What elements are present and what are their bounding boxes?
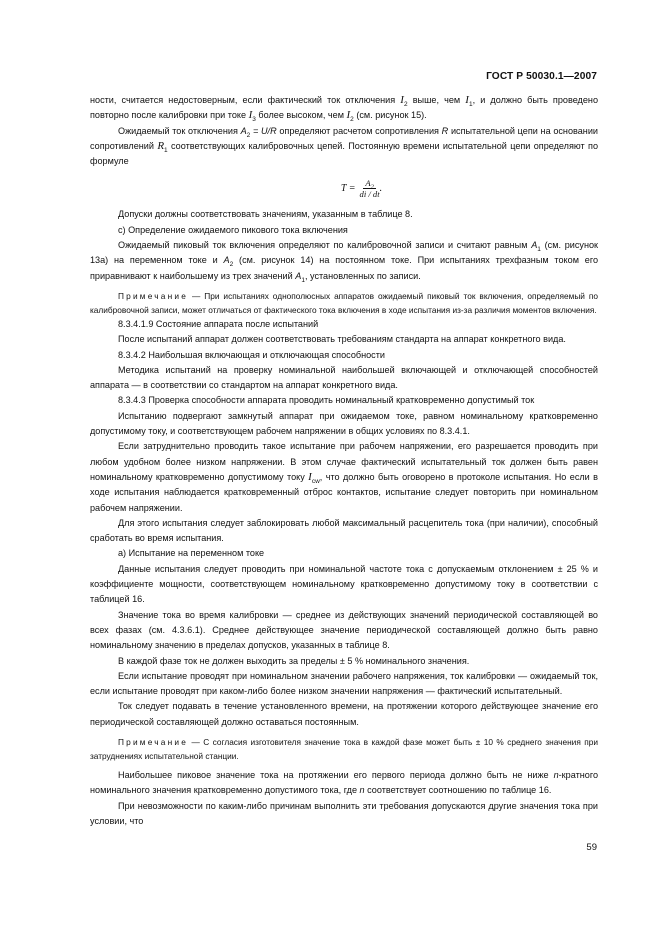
paragraph-1: ности, считается недостоверным, если фактический ток отключения $I_2$ выше, чем $I_1$, и должно быть проведено повторно после калибровки при токе $I_3$ более высоком, чем $I_2$ (см. рисунок 15).: [90, 94, 598, 124]
paragraph-12: Если затруднительно проводить такое испытание при рабочем напряжении, его разрешается проводить при любом удобном более низком напряжении. В этом случае фактический испытательный ток должен быть равен номинальному кратковременно допустимому току $I_{cw}$, что должно быть оговорено в протоколе испытания. Но если в ходе испытания наблюдается кратковременный отброс контактов, испытание следует повторить при номинальном рабочем напряжении.: [90, 441, 598, 513]
paragraph-7: После испытаний аппарат должен соответствовать требованиям стандарта на аппарат конкретного вида.: [118, 334, 566, 345]
page-number: 59: [586, 842, 597, 853]
paragraph-19: Ток следует подавать в течение установленного времени, на протяжении которого действующее значение его периодической составляющей должно оставаться постоянным.: [90, 701, 598, 727]
paragraph-2: Ожидаемый ток отключения $A_2 = U/R$ определяют расчетом сопротивления R испытательной цепи на основании сопротивлений $R_1$ соответствующих калибровочных цепей. Постоянную времени испытательной цепи определяют по формуле: [90, 125, 599, 167]
paragraph-10: 8.3.4.3 Проверка способности аппарата проводить номинальный кратковременно допустимый ток: [118, 395, 535, 406]
paragraph-15: Данные испытания следует проводить при номинальной частоте тока с допускаемым отклонением ± 25 % и коэффициенте мощности, соответствующем номинальному кратковременно допустимому току в соответствии с таблицей 16.: [90, 563, 598, 605]
paragraph-17: В каждой фазе ток не должен выходить за пределы ± 5 % номинального значения.: [118, 655, 470, 666]
paragraph-18: Если испытание проводят при номинальном значении рабочего напряжения, ток калибровки — ожидаемый ток, если испытание проводят при каком-либо более низком значении напряжения — фактический испытательный.: [90, 670, 598, 697]
note-1: Примечание — При испытаниях однополюсных аппаратов ожидаемый пиковый ток включения, определяемый по калибровочной записи, может отличаться от фактического тока включения в ходе испытания из-за различия моментов включения.: [90, 290, 598, 315]
paragraph-21: При невозможности по каким-либо причинам выполнить эти требования допускаются другие значения тока при условии, что: [90, 800, 598, 826]
paragraph-9: Методика испытаний на проверку номинальной наибольшей включающей и отключающей способностей аппарата — в соответствии со стандартом на аппарат конкретного вида.: [90, 364, 598, 391]
paragraph-5: Ожидаемый пиковый ток включения определяют по калибровочной записи и считают равным $A_1$ (см. рисунок 13а) на переменном токе и $A_2$ (см. рисунок 14) на постоянном токе. При испытаниях трехфазным током его приравнивают к наибольшему из трех значений $A_1$, установленных по записи.: [90, 240, 598, 284]
formula-fraction: $\frac{A_2}{di / dt}$: [359, 177, 380, 199]
paragraph-4: c) Определение ожидаемого пикового тока включения: [118, 224, 348, 235]
paragraph-8: 8.3.4.2 Наибольшая включающая и отключающая способности: [118, 349, 385, 360]
time-constant-formula: T = $\frac{A_2}{di / dt}$ .: [340, 177, 383, 199]
paragraph-11: Испытанию подвергают замкнутый аппарат при ожидаемом токе, равном номинальному кратковременно допустимому току, и соответствующем рабочем напряжении в общих условиях по 8.3.4.1.: [90, 410, 598, 437]
note-2: Примечание — С согласия изготовителя значение тока в каждой фазе может быть ± 10 % среднего значения при затруднениях испытательной станции.: [90, 736, 598, 761]
paragraph-6: 8.3.4.1.9 Состояние аппарата после испытаний: [118, 318, 319, 329]
paragraph-20: Наибольшее пиковое значение тока на протяжении его первого периода должно быть не ниже n-кратного номинального значения кратковременно допустимого тока, где n соответствует соотношению по таблице 16.: [90, 769, 598, 796]
paragraph-16: Значение тока во время калибровки — среднее из действующих значений периодической составляющей во всех фазах (см. 4.3.6.1). Среднее действующее значение периодической составляющей должно быть равно номинальному значению в пределах допусков, указанных в таблице 8.: [90, 609, 598, 651]
page-content: [90, 93, 598, 829]
paragraph-3: Допуски должны соответствовать значениям, указанным в таблице 8.: [118, 209, 413, 220]
paragraph-13: Для этого испытания следует заблокировать любой максимальный расцепитель тока (при наличии), способный сработать во время испытания.: [90, 517, 598, 544]
paragraph-14: а) Испытание на переменном токе: [118, 548, 265, 559]
document-header: ГОСТ Р 50030.1—2007: [486, 71, 597, 82]
